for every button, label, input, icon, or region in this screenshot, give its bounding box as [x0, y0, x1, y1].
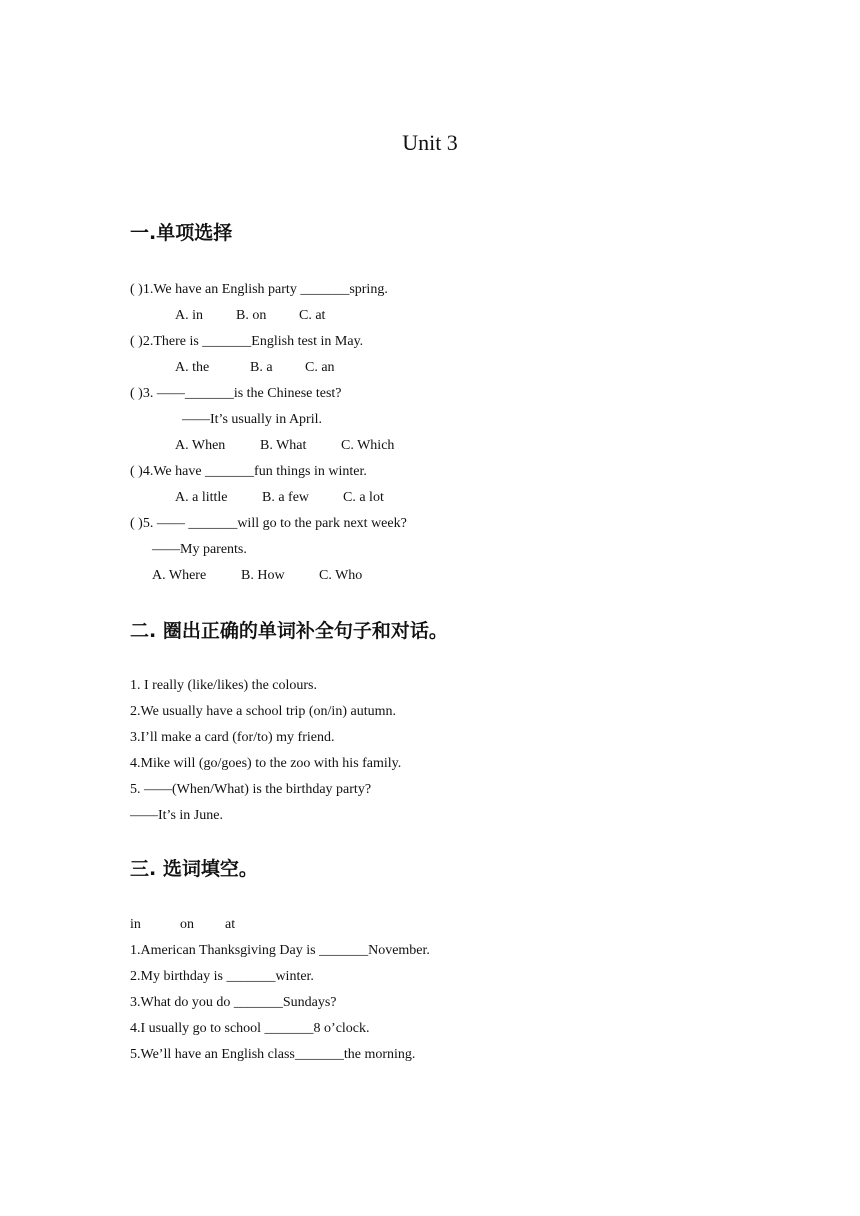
word-bank-item: on: [180, 917, 194, 932]
fill-sentence-2: 2.My birthday is _______winter.: [130, 969, 314, 984]
option-c: C. an: [305, 360, 335, 375]
question-2-options: [175, 360, 335, 376]
option-a: A. a little: [175, 490, 228, 505]
circle-sentence-1: 1. I really (like/likes) the colours.: [130, 678, 317, 693]
option-c: C. Which: [341, 438, 395, 453]
word-bank-item: at: [225, 917, 236, 932]
question-3: ( )3. ——_______is the Chinese test?: [130, 386, 342, 401]
option-b: B. How: [241, 568, 285, 583]
section-heading-1: 一.单项选择: [130, 222, 233, 244]
section-heading-2: 二. 圈出正确的单词补全句子和对话。: [130, 620, 448, 642]
fill-sentence-3: 3.What do you do _______Sundays?: [130, 995, 337, 1010]
option-a: A. When: [175, 438, 226, 453]
question-1: ( )1.We have an English party _______spring.: [130, 282, 388, 297]
option-c: C. a lot: [343, 490, 384, 505]
fill-sentence-1: 1.American Thanksgiving Day is _______November.: [130, 943, 430, 958]
word-bank: [130, 917, 235, 933]
option-b: B. What: [260, 438, 307, 453]
word-bank-item: in: [130, 917, 141, 932]
option-b: B. a: [250, 360, 273, 375]
circle-sentence-5: 5. ——(When/What) is the birthday party?: [130, 782, 372, 797]
section-heading-3: 三. 选词填空。: [130, 858, 258, 880]
question-1-options: [175, 308, 325, 324]
option-b: B. on: [236, 308, 267, 323]
option-a: A. Where: [152, 568, 207, 583]
question-4-options: [175, 490, 384, 506]
circle-sentence-4: 4.Mike will (go/goes) to the zoo with his family.: [130, 756, 402, 771]
option-a: A. in: [175, 308, 203, 323]
question-5-options: [152, 568, 362, 584]
page-title: Unit 3: [402, 130, 458, 155]
question-4: ( )4.We have _______fun things in winter.: [130, 464, 367, 479]
question-2: ( )2.There is _______English test in May.: [130, 334, 364, 349]
option-c: C. Who: [319, 568, 363, 583]
option-c: C. at: [299, 308, 326, 323]
fill-sentence-4: 4.I usually go to school _______8 o’clock.: [130, 1021, 370, 1036]
circle-sentence-3: 3.I’ll make a card (for/to) my friend.: [130, 730, 335, 745]
question-5: ( )5. —— _______will go to the park next week?: [130, 516, 407, 531]
option-b: B. a few: [262, 490, 310, 505]
fill-sentence-5: 5.We’ll have an English class_______the morning.: [130, 1047, 416, 1062]
question-3-answer: ——It’s usually in April.: [182, 412, 322, 427]
question-5-answer: ——My parents.: [152, 542, 247, 557]
question-3-options: [175, 438, 394, 454]
option-a: A. the: [175, 360, 210, 375]
circle-sentence-6: ——It’s in June.: [130, 808, 223, 823]
circle-sentence-2: 2.We usually have a school trip (on/in) autumn.: [130, 704, 396, 719]
